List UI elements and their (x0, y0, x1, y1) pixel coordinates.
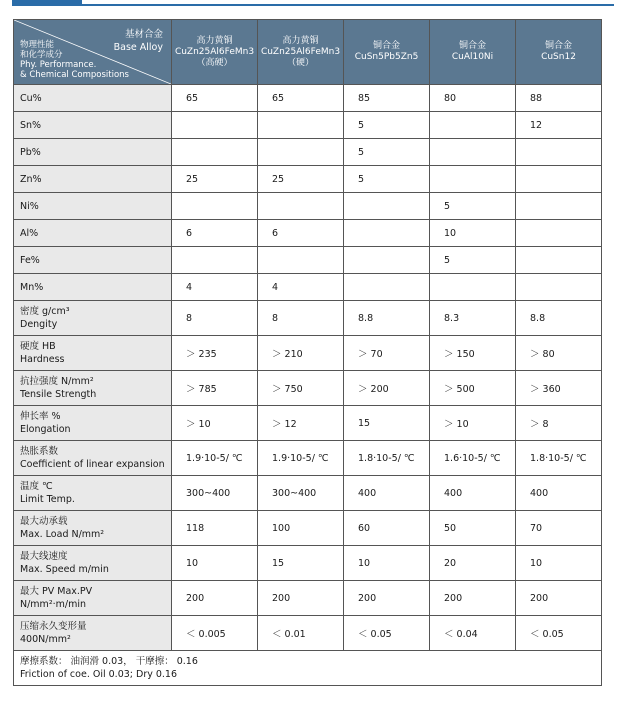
value-cell (258, 247, 344, 274)
value-cell: 5 (344, 139, 430, 166)
value-cell: 65 (258, 85, 344, 112)
value-cell: 25 (258, 166, 344, 193)
value-cell (344, 193, 430, 220)
property-label: Pb% (14, 139, 172, 166)
value-cell: ＞ 235 (172, 336, 258, 371)
value-cell: 6 (258, 220, 344, 247)
value-cell: 400 (344, 476, 430, 511)
value-cell: ＞ 750 (258, 371, 344, 406)
table-row (14, 476, 602, 511)
property-label: Mn% (14, 274, 172, 301)
value-cell: 60 (344, 511, 430, 546)
value-cell: 8.8 (516, 301, 602, 336)
value-cell: 4 (258, 274, 344, 301)
corner-header-cell (14, 20, 172, 85)
alloy-column-header: 铜合金 CuAl10Ni (430, 20, 516, 85)
value-cell: 118 (172, 511, 258, 546)
value-cell: 25 (172, 166, 258, 193)
property-label: Cu% (14, 85, 172, 112)
property-label: 温度 ℃ Limit Temp. (14, 476, 172, 511)
base-alloy-label: 基材合金 Base Alloy (113, 29, 163, 53)
value-cell: 400 (516, 476, 602, 511)
value-cell (516, 139, 602, 166)
alloy-column-header: 高力黄铜 CuZn25Al6FeMn3 （高硬） (172, 20, 258, 85)
value-cell: ＞ 12 (258, 406, 344, 441)
value-cell (516, 193, 602, 220)
value-cell: 10 (172, 546, 258, 581)
property-label: Fe% (14, 247, 172, 274)
footer-row (14, 651, 602, 686)
value-cell: 88 (516, 85, 602, 112)
value-cell: 300~400 (172, 476, 258, 511)
value-cell (344, 274, 430, 301)
alloy-column-header: 铜合金 CuSn12 (516, 20, 602, 85)
table-row (14, 247, 602, 274)
table-row (14, 581, 602, 616)
value-cell: ＞ 210 (258, 336, 344, 371)
value-cell: 200 (344, 581, 430, 616)
value-cell: 10 (430, 220, 516, 247)
value-cell (344, 220, 430, 247)
property-label: Al% (14, 220, 172, 247)
value-cell: 10 (516, 546, 602, 581)
value-cell: 200 (430, 581, 516, 616)
table-row (14, 274, 602, 301)
table-row (14, 112, 602, 139)
value-cell (430, 166, 516, 193)
property-label: 密度 g/cm³ Dengity (14, 301, 172, 336)
value-cell (172, 193, 258, 220)
value-cell (516, 274, 602, 301)
property-label: 最大动承载 Max. Load N/mm² (14, 511, 172, 546)
table-row (14, 406, 602, 441)
value-cell: 300~400 (258, 476, 344, 511)
value-cell: 8 (172, 301, 258, 336)
value-cell (516, 247, 602, 274)
value-cell: 5 (430, 247, 516, 274)
value-cell: 80 (430, 85, 516, 112)
value-cell: ＞ 10 (430, 406, 516, 441)
value-cell (258, 193, 344, 220)
header-row (14, 20, 602, 85)
value-cell: ＞ 360 (516, 371, 602, 406)
value-cell: 15 (344, 406, 430, 441)
top-accent-bar (12, 0, 82, 6)
table-row (14, 193, 602, 220)
table-row (14, 371, 602, 406)
value-cell: 5 (430, 193, 516, 220)
value-cell: ＜ 0.05 (516, 616, 602, 651)
value-cell (172, 247, 258, 274)
value-cell: 4 (172, 274, 258, 301)
table-row (14, 85, 602, 112)
value-cell: 12 (516, 112, 602, 139)
value-cell (172, 139, 258, 166)
property-label: 最大线速度 Max. Speed m/min (14, 546, 172, 581)
value-cell: ＜ 0.01 (258, 616, 344, 651)
alloy-properties-table (13, 19, 602, 686)
value-cell: 85 (344, 85, 430, 112)
value-cell: 8 (258, 301, 344, 336)
property-label: 伸长率 % Elongation (14, 406, 172, 441)
value-cell: ＞ 200 (344, 371, 430, 406)
table-row (14, 441, 602, 476)
value-cell: ＞ 70 (344, 336, 430, 371)
value-cell: 200 (516, 581, 602, 616)
value-cell: 20 (430, 546, 516, 581)
property-label: Zn% (14, 166, 172, 193)
table-row (14, 511, 602, 546)
property-label: 热胀系数 Coefficient of linear expansion (14, 441, 172, 476)
value-cell: 5 (344, 112, 430, 139)
value-cell: 5 (344, 166, 430, 193)
property-label: 压缩永久变形量 400N/mm² (14, 616, 172, 651)
value-cell: ＞ 785 (172, 371, 258, 406)
friction-note: 摩擦系数： 油润滑 0.03， 干摩擦： 0.16 Friction of coe. Oil 0.03; Dry 0.16 (14, 651, 602, 686)
value-cell: ＜ 0.005 (172, 616, 258, 651)
value-cell (344, 247, 430, 274)
value-cell (258, 139, 344, 166)
value-cell: ＜ 0.04 (430, 616, 516, 651)
value-cell: ＞ 150 (430, 336, 516, 371)
value-cell: 1.9·10-5/ ℃ (258, 441, 344, 476)
value-cell: ＜ 0.05 (344, 616, 430, 651)
table-row (14, 301, 602, 336)
table-row (14, 616, 602, 651)
value-cell: 65 (172, 85, 258, 112)
value-cell (172, 112, 258, 139)
value-cell: 1.8·10-5/ ℃ (516, 441, 602, 476)
top-rule (82, 4, 614, 6)
value-cell: 6 (172, 220, 258, 247)
top-decoration (12, 0, 614, 6)
value-cell: ＞ 8 (516, 406, 602, 441)
table-row (14, 546, 602, 581)
value-cell: 200 (172, 581, 258, 616)
alloy-column-header: 铜合金 CuSn5Pb5Zn5 (344, 20, 430, 85)
value-cell: 8.3 (430, 301, 516, 336)
value-cell: ＞ 10 (172, 406, 258, 441)
table-row (14, 139, 602, 166)
value-cell (258, 112, 344, 139)
value-cell (516, 166, 602, 193)
value-cell: 100 (258, 511, 344, 546)
value-cell (430, 112, 516, 139)
table-row (14, 166, 602, 193)
value-cell: 70 (516, 511, 602, 546)
value-cell: 200 (258, 581, 344, 616)
value-cell: 50 (430, 511, 516, 546)
property-label: Sn% (14, 112, 172, 139)
table-row (14, 220, 602, 247)
value-cell (516, 220, 602, 247)
value-cell: 1.9·10-5/ ℃ (172, 441, 258, 476)
value-cell: ＞ 500 (430, 371, 516, 406)
value-cell (430, 274, 516, 301)
property-label: 硬度 HB Hardness (14, 336, 172, 371)
value-cell: 400 (430, 476, 516, 511)
value-cell: 10 (344, 546, 430, 581)
property-label: Ni% (14, 193, 172, 220)
property-label: 最大 PV Max.PV N/mm²·m/min (14, 581, 172, 616)
alloy-column-header: 高力黄铜 CuZn25Al6FeMn3 （硬） (258, 20, 344, 85)
property-axis-label: 物理性能 和化学成分 Phy. Performance. & Chemical Compositions (20, 40, 129, 80)
value-cell: 8.8 (344, 301, 430, 336)
property-label: 抗拉强度 N/mm² Tensile Strength (14, 371, 172, 406)
table-row (14, 336, 602, 371)
value-cell: ＞ 80 (516, 336, 602, 371)
value-cell: 1.8·10-5/ ℃ (344, 441, 430, 476)
value-cell: 15 (258, 546, 344, 581)
value-cell: 1.6·10-5/ ℃ (430, 441, 516, 476)
value-cell (430, 139, 516, 166)
